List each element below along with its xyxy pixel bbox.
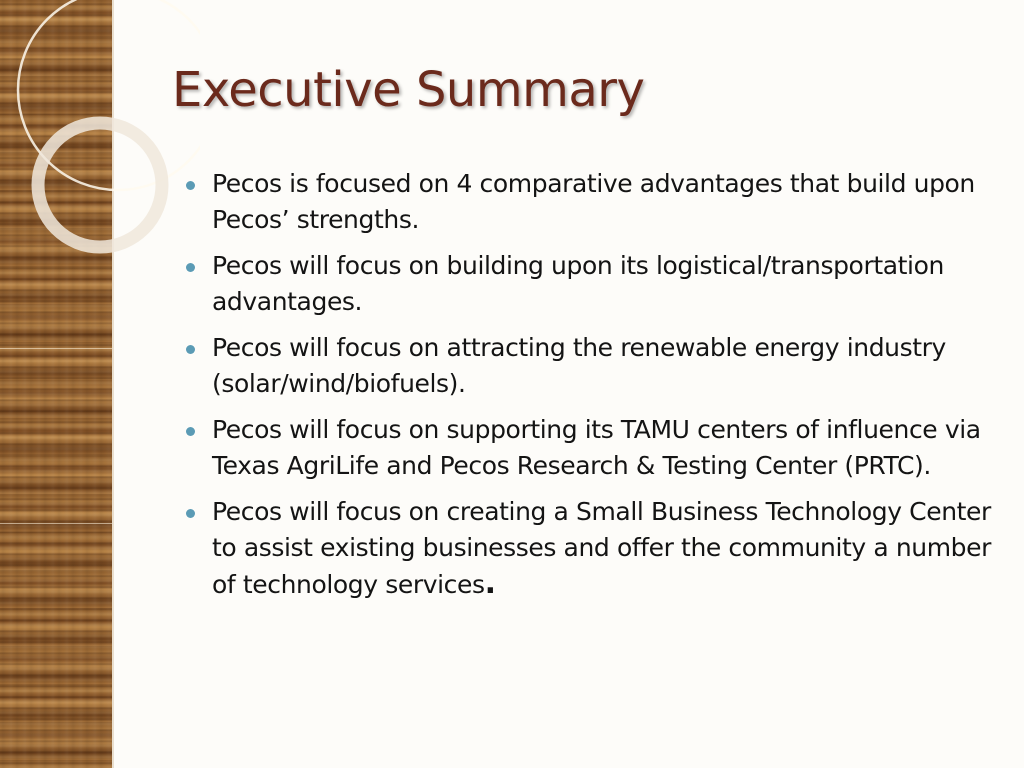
bullet-item — [186, 330, 1006, 402]
bullet-item — [186, 412, 1006, 484]
bullet-list — [186, 166, 1006, 613]
bullet-icon — [186, 509, 195, 518]
bullet-text: Pecos is focused on 4 comparative advantages that build upon Pecos’ strengths. — [212, 169, 975, 234]
wood-grain-overlay — [0, 0, 112, 768]
bullet-icon — [186, 345, 195, 354]
bullet-item — [186, 248, 1006, 320]
wood-strip-edge — [112, 0, 114, 768]
bullet-text: Pecos will focus on attracting the renewable energy industry (solar/wind/biofuels). — [212, 333, 946, 398]
bullet-text: Pecos will focus on supporting its TAMU centers of influence via Texas AgriLife and Pecos Research & Testing Center (PRTC). — [212, 415, 981, 480]
bullet-terminal-period: . — [484, 566, 496, 601]
wood-seam — [0, 348, 112, 349]
bullet-text: Pecos will focus on creating a Small Business Technology Center to assist existing businesses and offer the community a number of technology services — [212, 497, 991, 599]
bullet-text: Pecos will focus on building upon its logistical/transportation advantages. — [212, 251, 944, 316]
bullet-item — [186, 166, 1006, 238]
bullet-icon — [186, 181, 195, 190]
wood-seam — [0, 523, 112, 524]
bullet-icon — [186, 263, 195, 272]
bullet-item — [186, 494, 1006, 603]
bullet-icon — [186, 427, 195, 436]
wood-texture-strip — [0, 0, 112, 768]
slide-title: Executive Summary — [172, 62, 645, 118]
